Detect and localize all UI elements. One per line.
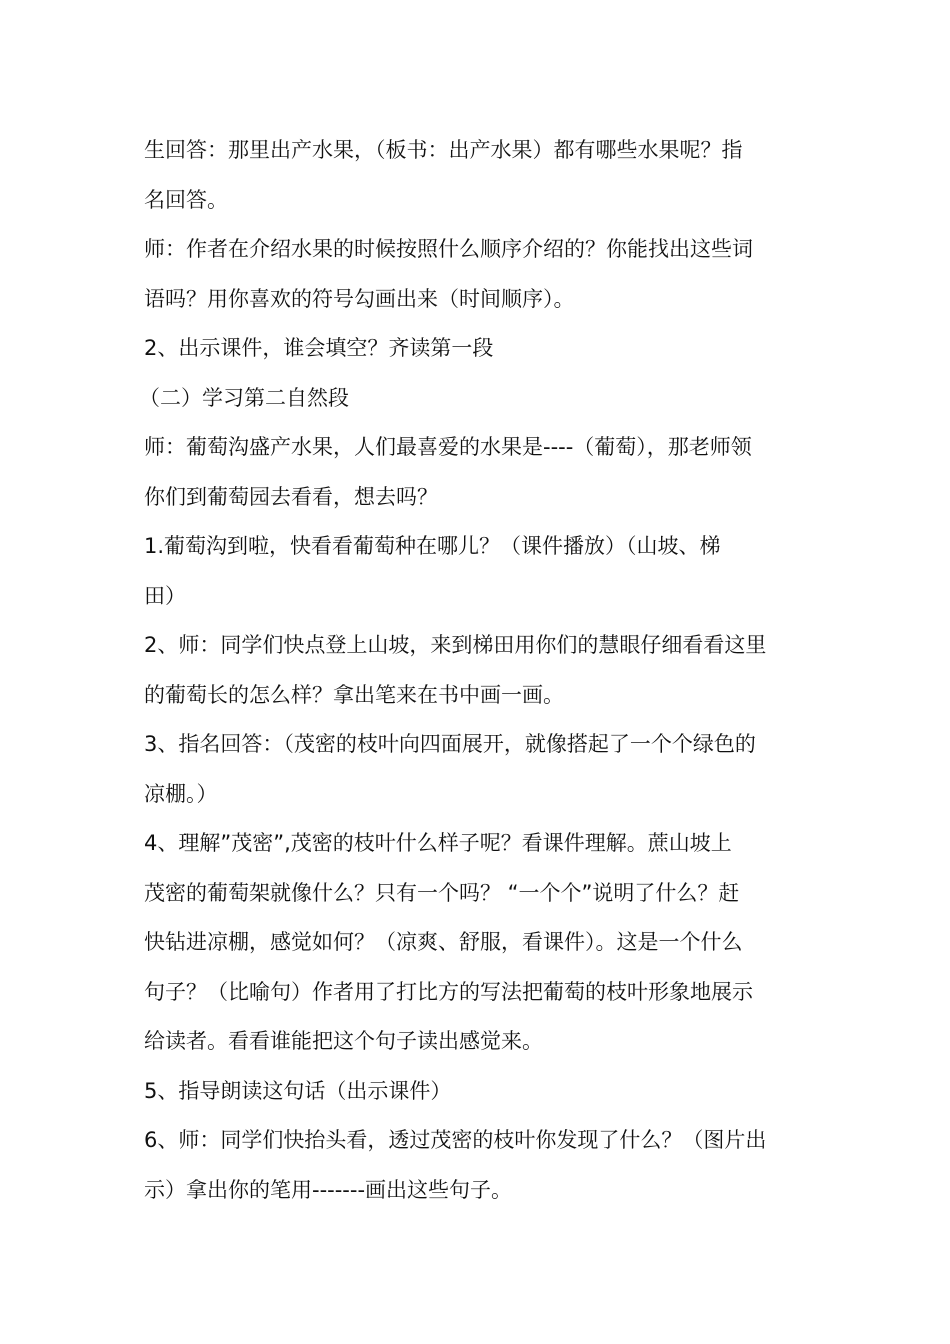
text-line: 你们到葡萄园去看看，想去吗？ — [144, 484, 438, 509]
text-line: 生回答：那里出产水果，（板书：出产水果）都有哪些水果呢？指 — [144, 138, 743, 162]
text-line: 2、师：同学们快点登上山坡，来到梯田用你们的慧眼仔细看看这里 — [144, 633, 767, 657]
text-line: 的葡萄长的怎么样？拿出笔来在书中画一画。 — [144, 682, 564, 707]
text-line: 语吗？用你喜欢的符号勾画出来（时间顺序）。 — [144, 286, 575, 311]
text-line: 3、指名回答：（茂密的枝叶向四面展开，就像搭起了一个个绿色的 — [144, 732, 756, 756]
text-line: 2、出示课件，谁会填空？齐读第一段 — [144, 336, 494, 360]
text-line: 师：葡萄沟盛产水果，人们最喜爱的水果是----（葡萄），那老师领 — [144, 435, 752, 459]
text-line: 示）拿出你的笔用-------画出这些句子。 — [144, 1177, 513, 1202]
text-line: 凉棚。） — [144, 781, 218, 806]
text-line: 名回答。 — [144, 187, 228, 212]
text-line: 4、理解”茂密”,茂密的枝叶什么样子呢？看课件理解。蔗山坡上 — [144, 831, 732, 855]
text-line: 快钻进凉棚，感觉如何？（凉爽、舒服，看课件）。这是一个什么 — [144, 930, 743, 954]
document-body — [139, 126, 809, 1215]
text-line: 田） — [144, 583, 186, 608]
text-line: 6、师：同学们快抬头看，透过茂密的枝叶你发现了什么？（图片出 — [144, 1128, 767, 1152]
text-line: 给读者。看看谁能把这个句子读出感觉来。 — [144, 1029, 543, 1053]
text-line: 师：作者在介绍水果的时候按照什么顺序介绍的？你能找出这些词 — [144, 237, 753, 261]
section-heading: （二）学习第二自然段 — [139, 385, 349, 410]
text-line: 句子？（比喻句）作者用了打比方的写法把葡萄的枝叶形象地展示 — [144, 979, 753, 1004]
text-line: 1.葡萄沟到啦，快看看葡萄种在哪儿？（课件播放）（山坡、梯 — [144, 534, 721, 558]
text-line: 茂密的葡萄架就像什么？只有一个吗？ “一个个”说明了什么？赶 — [144, 880, 740, 905]
text-line: 5、指导朗读这句话（出示课件） — [144, 1078, 452, 1103]
